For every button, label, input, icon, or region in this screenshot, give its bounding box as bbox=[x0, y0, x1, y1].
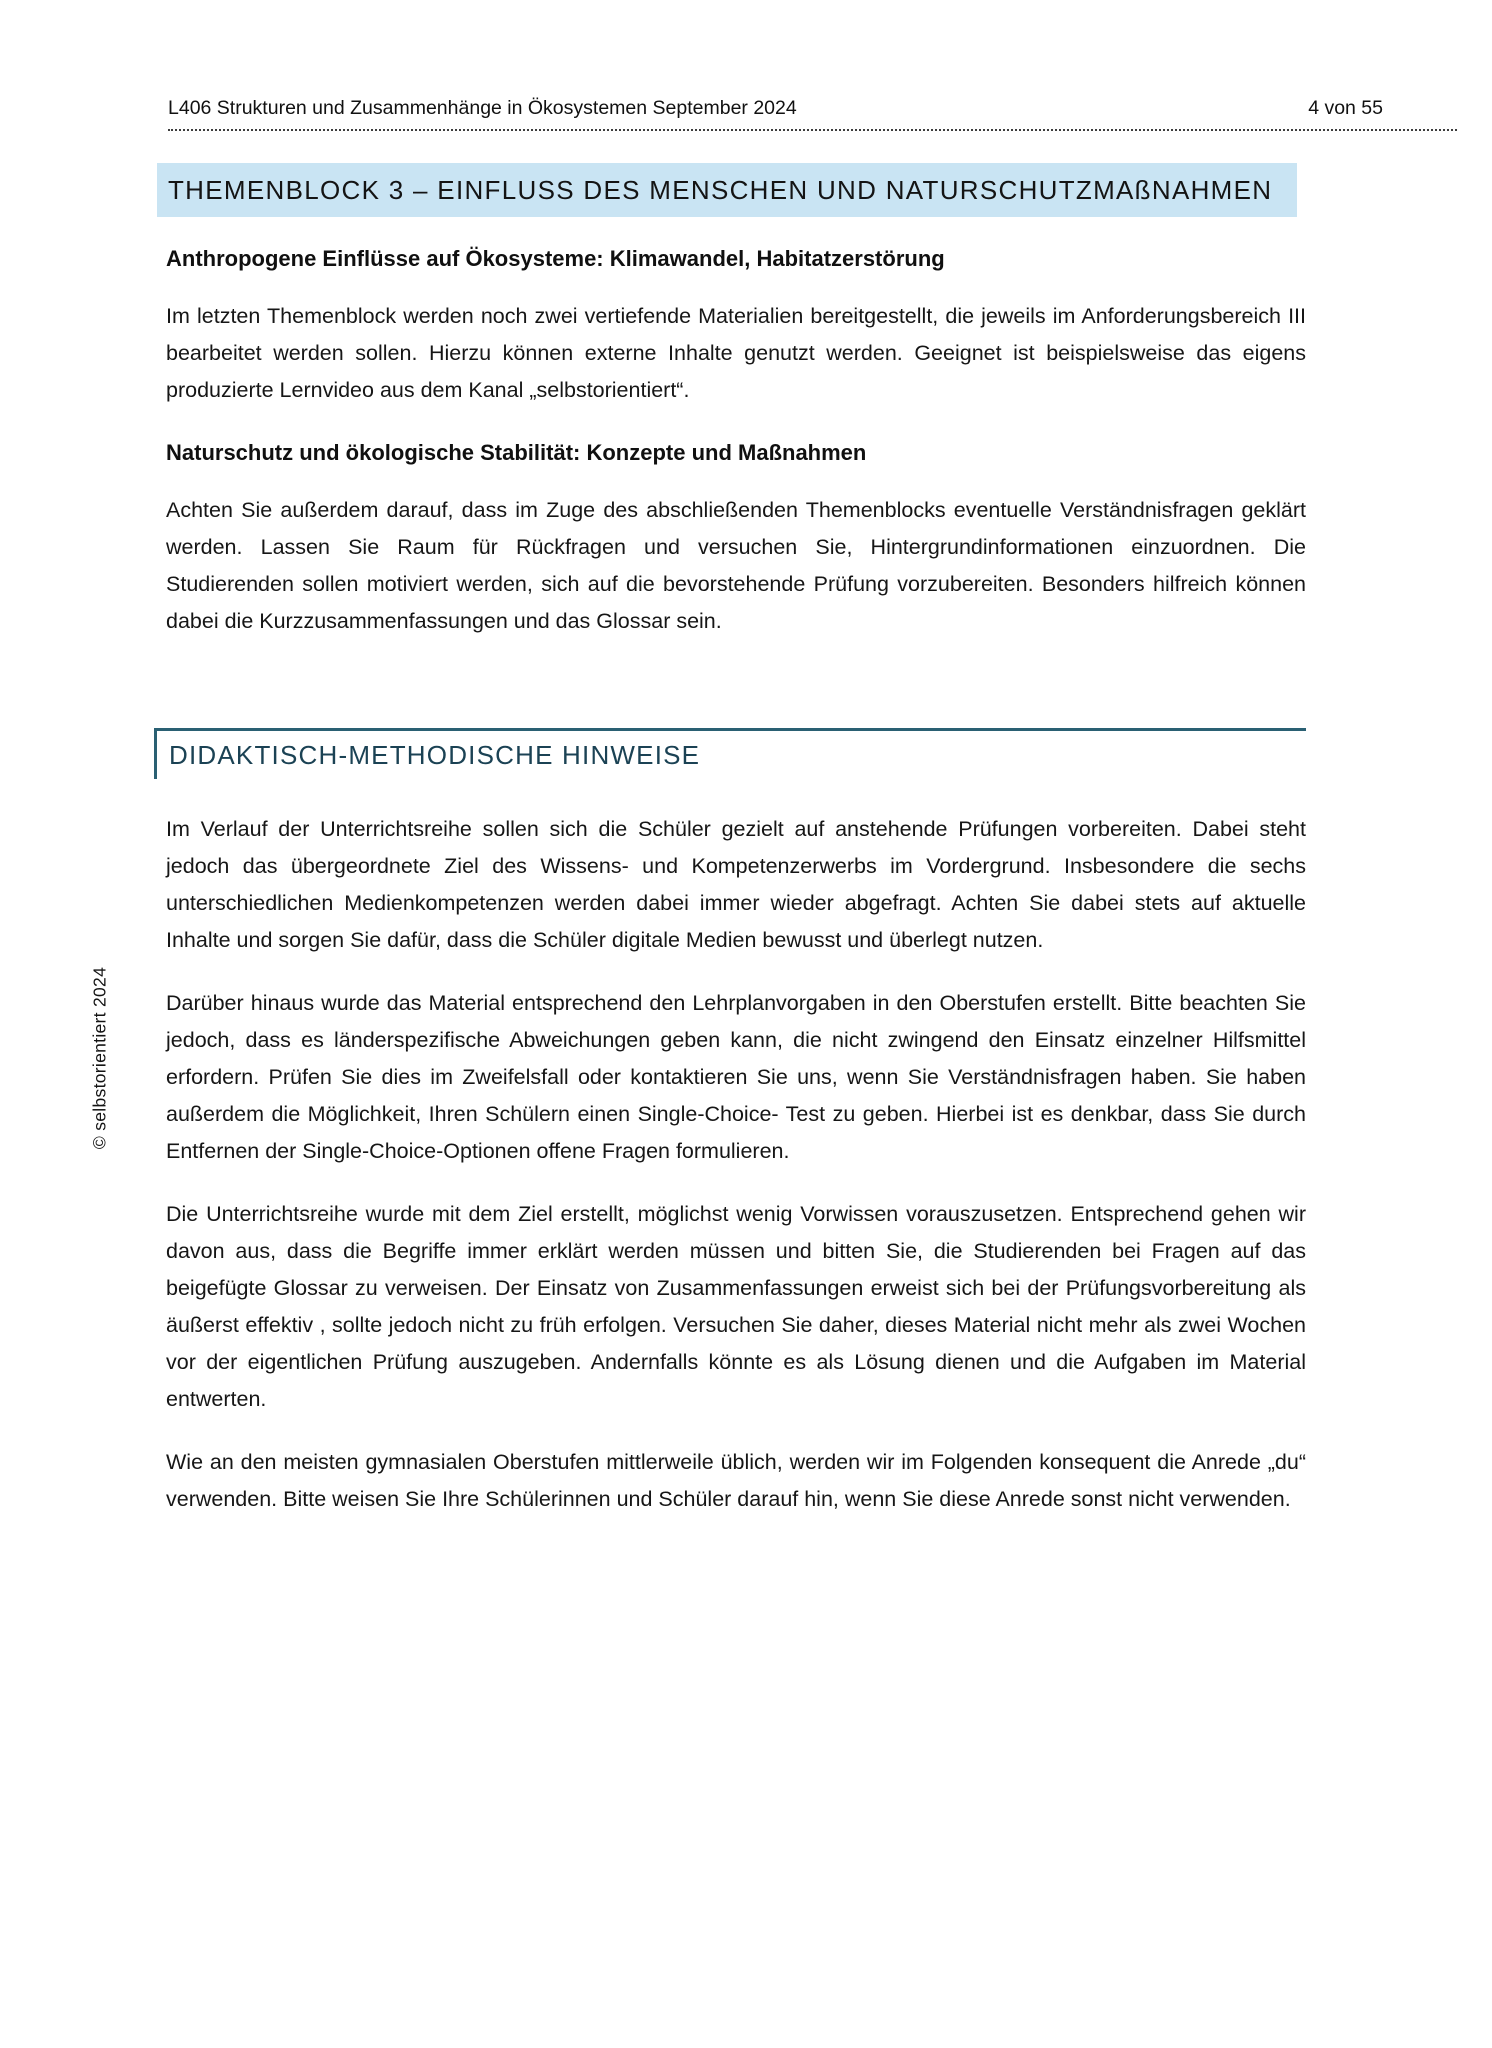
header-course-label: L406 Strukturen und Zusammenhänge in Ökosystemen September 2024 bbox=[168, 97, 797, 119]
themenblock-banner-title: THEMENBLOCK 3 – EINFLUSS DES MENSCHEN UND NATURSCHUTZMAßNAHMEN bbox=[168, 175, 1273, 205]
themenblock-banner bbox=[157, 163, 1297, 217]
paragraph-anthropogene-einfluesse: Im letzten Themenblock werden noch zwei vertiefende Materialien bereitgestellt, die jeweils im Anforderungsbereich III bearbeitet werden sollen. Hierzu können externe Inhalte genutzt werden. Geeignet ist beispielsweise das eigens produzierte Lernvideo aus dem Kanal „selbstorientiert“. bbox=[166, 304, 1306, 402]
heading-naturschutz-stabilitaet: Naturschutz und ökologische Stabilität: Konzepte und Maßnahmen bbox=[166, 440, 867, 465]
didaktik-section-title: DIDAKTISCH-METHODISCHE HINWEISE bbox=[169, 740, 701, 770]
paragraph-didaktik-3: Die Unterrichtsreihe wurde mit dem Ziel erstellt, möglichst wenig Vorwissen vorauszusetzen. Entsprechend gehen wir davon aus, dass die Begriffe immer erklärt werden müssen und bitten Sie, die Studierenden bei Fragen auf das beigefügte Glossar zu verweisen. Der Einsatz von Zusammenfassungen erweist sich bei der Prüfungsvorbereitung als äußerst effektiv , sollte jedoch nicht zu früh erfolgen. Versuchen Sie daher, dieses Material nicht mehr als zwei Wochen vor der eigentlichen Prüfung auszugeben. Andernfalls könnte es als Lösung dienen und die Aufgaben im Material entwerten. bbox=[166, 1202, 1306, 1411]
paragraph-didaktik-1: Im Verlauf der Unterrichtsreihe sollen sich die Schüler gezielt auf anstehende Prüfungen vorbereiten. Dabei steht jedoch das übergeordnete Ziel des Wissens- und Kompetenzerwerbs im Vordergrund. Insbesondere die sechs unterschiedlichen Medienkompetenzen werden dabei immer wieder abgefragt. Achten Sie dabei stets auf aktuelle Inhalte und sorgen Sie dafür, dass die Schüler digitale Medien bewusst und überlegt nutzen. bbox=[166, 817, 1306, 952]
paragraph-naturschutz-stabilitaet: Achten Sie außerdem darauf, dass im Zuge des abschließenden Themenblocks eventuelle Verständnisfragen geklärt werden. Lassen Sie Raum für Rückfragen und versuchen Sie, Hintergrundinformationen einzuordnen. Die Studierenden sollen motiviert werden, sich auf die bevorstehende Prüfung vorzubereiten. Besonders hilfreich können dabei die Kurzzusammenfassungen und das Glossar sein. bbox=[166, 498, 1306, 633]
copyright-vertical-text: © selbstorientiert 2024 bbox=[89, 966, 110, 1150]
heading-anthropogene-einfluesse: Anthropogene Einflüsse auf Ökosysteme: Klimawandel, Habitatzerstörung bbox=[166, 246, 945, 271]
paragraph-didaktik-4: Wie an den meisten gymnasialen Oberstufen mittlerweile üblich, werden wir im Folgenden konsequent die Anrede „du“ verwenden. Bitte weisen Sie Ihre Schülerinnen und Schüler darauf hin, wenn Sie diese Anrede sonst nicht verwenden. bbox=[166, 1450, 1306, 1511]
paragraph-didaktik-2: Darüber hinaus wurde das Material entsprechend den Lehrplanvorgaben in den Oberstufen erstellt. Bitte beachten Sie jedoch, dass es länderspezifische Abweichungen geben kann, die nicht zwingend den Einsatz einzelner Hilfsmittel erfordern. Prüfen Sie dies im Zweifelsfall oder kontaktieren Sie uns, wenn Sie Verständnisfragen haben. Sie haben außerdem die Möglichkeit, Ihren Schülern einen Single-Choice- Test zu geben. Hierbei ist es denkbar, dass Sie durch Entfernen der Single-Choice-Optionen offene Fragen formulieren. bbox=[166, 991, 1306, 1163]
page-number: 4 von 55 bbox=[1308, 97, 1383, 119]
didaktik-header-box bbox=[154, 728, 1306, 779]
page-header bbox=[168, 97, 1457, 131]
content-column bbox=[166, 163, 1306, 1518]
